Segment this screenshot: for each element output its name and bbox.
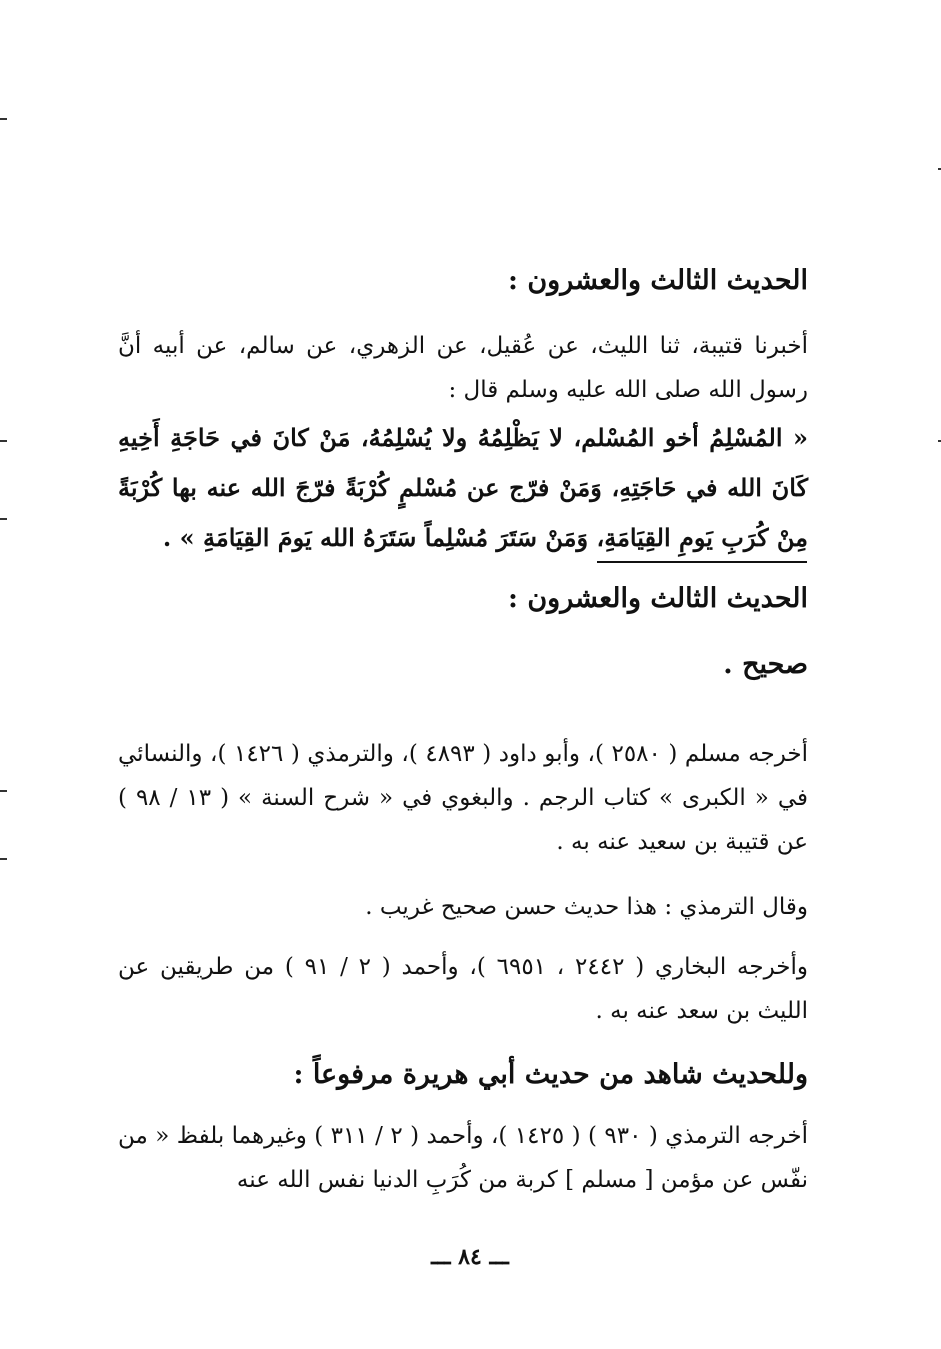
scan-edge-mark: [0, 858, 7, 860]
takhrij-paragraph-2: وقال الترمذي : هذا حديث حسن صحيح غريب .: [365, 894, 808, 920]
page-number: ـــ ٨٤ ـــ: [431, 1244, 509, 1270]
scan-edge-mark: [0, 440, 7, 442]
takhrij-paragraph-1: أخرجه مسلم ( ٢٥٨٠ )، وأبو داود ( ٤٨٩٣ )، والترمذي ( ١٤٢٦ )، والنسائي في « الكبرى » كتاب الرجم . والبغوي في « شرح السنة » ( ١٣ / ٩٨ ) عن قتيبة بن سعيد عنه به .: [118, 741, 809, 855]
hadith-grade: صحيح .: [723, 649, 808, 680]
scan-edge-mark: [0, 518, 7, 520]
witness-heading: وللحديث شاهد من حديث أبي هريرة مرفوعاً :: [293, 1059, 808, 1090]
witness-paragraph: أخرجه الترمذي ( ٩٣٠ ) ( ١٤٢٥ )، وأحمد ( ٢ / ٣١١ ) وغيرهما بلفظ « من نفّس عن مؤمن [ مسلم ] كربة من كُرَبِ الدنيا نفس الله عنه: [118, 1123, 808, 1193]
hadith-heading: الحديث الثالث والعشرون :: [507, 265, 808, 296]
isnad-paragraph: أخبرنا قتيبة، ثنا الليث، عن عُقيل، عن الزهري، عن سالم، عن أبيه أنَّ رسول الله صلى الله عليه وسلم قال :: [118, 333, 808, 403]
commentary-heading: الحديث الثالث والعشرون :: [507, 583, 808, 614]
takhrij-paragraph-3: وأخرجه البخاري ( ٢٤٤٢ ، ٦٩٥١ )، وأحمد ( ٢ / ٩١ ) من طريقين عن الليث بن سعد عنه به .: [118, 954, 809, 1024]
scan-edge-mark: [0, 118, 7, 120]
hadith-text: « المُسْلِمُ أخو المُسْلم، لا يَظْلِمُهُ ولا يُسْلِمُهُ، مَنْ كانَ في حَاجَةِ أَخِيهِ كَانَ الله في حَاجَتِهِ، وَمَنْ فرّج عن مُسْلمٍ كُرْبَةً فرّجَ الله عنه بها كُرْبَةً مِنْ كُرَبِ يَومِ القِيَامَةِ، وَمَنْ سَتَرَ مُسْلِماً سَتَرَهُ الله يَومَ القِيَامَةِ » .: [118, 423, 808, 552]
section-divider: [597, 561, 807, 563]
scan-edge-mark: [0, 790, 7, 792]
